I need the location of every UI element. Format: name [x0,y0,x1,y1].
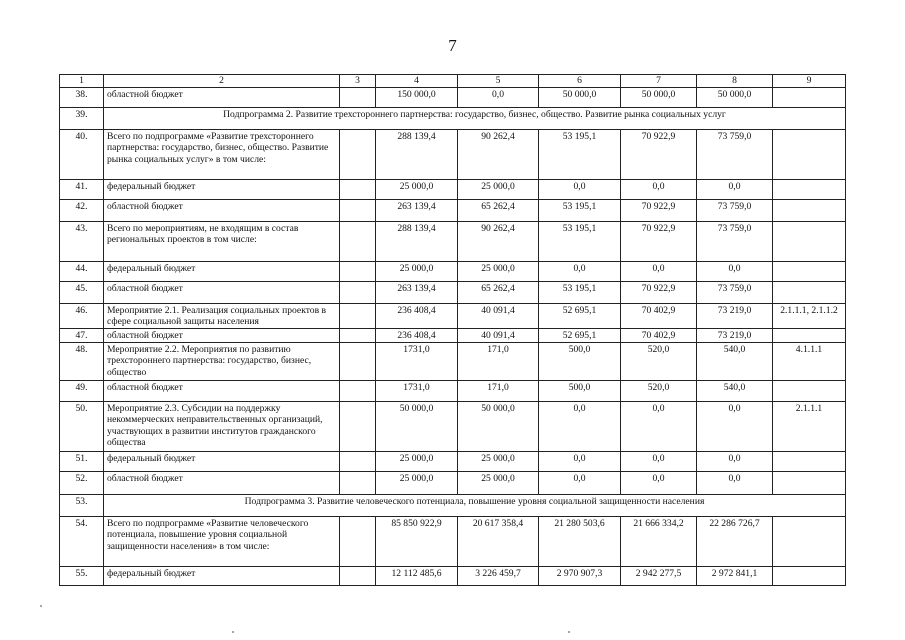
value-year-4: 73 219,0 [697,303,773,328]
table-row [60,401,846,451]
column-number: 8 [697,75,773,88]
value-year-4: 50 000,0 [697,87,773,107]
column-number: 3 [340,75,376,88]
column-3-cell [340,401,376,451]
value-year-2: 0,0 [539,261,621,281]
row-description: федеральный бюджет [104,566,340,585]
column-number: 9 [773,75,846,88]
row-description: федеральный бюджет [104,179,340,199]
row-description: Мероприятие 2.1. Реализация социальных проектов в сфере социальной защиты населения [104,303,340,328]
row-number: 43. [60,221,104,261]
indicator-ref [773,451,846,471]
value-year-4: 0,0 [697,471,773,494]
value-year-2: 53 195,1 [539,199,621,221]
value-year-1: 90 262,4 [458,129,539,179]
value-total: 50 000,0 [376,401,458,451]
value-year-3: 0,0 [621,471,697,494]
value-total: 25 000,0 [376,179,458,199]
subprogram-row [60,107,846,129]
row-description: областной бюджет [104,87,340,107]
value-year-3: 70 402,9 [621,303,697,328]
value-year-1: 25 000,0 [458,471,539,494]
value-year-1: 40 091,4 [458,303,539,328]
column-3-cell [340,281,376,303]
value-year-2: 52 695,1 [539,328,621,342]
column-3-cell [340,342,376,380]
column-3-cell [340,451,376,471]
value-year-4: 540,0 [697,380,773,401]
table-row [60,516,846,566]
value-year-2: 50 000,0 [539,87,621,107]
value-year-4: 22 286 726,7 [697,516,773,566]
value-year-1: 25 000,0 [458,451,539,471]
value-total: 263 139,4 [376,199,458,221]
value-year-1: 40 091,4 [458,328,539,342]
value-year-2: 0,0 [539,451,621,471]
value-total: 85 850 922,9 [376,516,458,566]
value-total: 263 139,4 [376,281,458,303]
scan-speck [40,605,42,607]
table-row [60,451,846,471]
row-number: 47. [60,328,104,342]
column-number: 5 [458,75,539,88]
row-number: 45. [60,281,104,303]
value-year-3: 70 922,9 [621,199,697,221]
row-description: областной бюджет [104,328,340,342]
column-3-cell [340,380,376,401]
row-number: 55. [60,566,104,585]
value-year-3: 0,0 [621,451,697,471]
value-year-2: 0,0 [539,401,621,451]
indicator-ref [773,566,846,585]
value-year-3: 50 000,0 [621,87,697,107]
row-number: 54. [60,516,104,566]
row-number: 51. [60,451,104,471]
row-description: Мероприятие 2.3. Субсидии на поддержку некоммерческих неправительственных организаций, участвующих в развитии институтов гражданского общества [104,401,340,451]
value-total: 25 000,0 [376,261,458,281]
row-description: областной бюджет [104,471,340,494]
row-description: Всего по мероприятиям, не входящим в состав региональных проектов в том числе: [104,221,340,261]
subprogram-title: Подпрограмма 3. Развитие человеческого потенциала, повышение уровня социальной защищенности населения [104,494,846,516]
budget-table [59,74,846,586]
value-year-4: 73 759,0 [697,129,773,179]
table-row [60,328,846,342]
column-3-cell [340,179,376,199]
row-number: 49. [60,380,104,401]
scan-speck [232,631,234,633]
row-description: Всего по подпрограмме «Развитие человеческого потенциала, повышение уровня социальной защищенности населения» в том числе: [104,516,340,566]
value-year-2: 21 280 503,6 [539,516,621,566]
value-total: 1731,0 [376,380,458,401]
column-number: 2 [104,75,340,88]
table-row [60,471,846,494]
row-number: 41. [60,179,104,199]
row-number: 38. [60,87,104,107]
table-row [60,261,846,281]
indicator-ref [773,199,846,221]
row-number: 46. [60,303,104,328]
column-3-cell [340,328,376,342]
table-row [60,281,846,303]
value-year-3: 21 666 334,2 [621,516,697,566]
value-year-3: 520,0 [621,342,697,380]
value-year-4: 73 759,0 [697,199,773,221]
subprogram-row [60,494,846,516]
value-year-4: 540,0 [697,342,773,380]
column-number: 6 [539,75,621,88]
row-description: областной бюджет [104,281,340,303]
table-row [60,303,846,328]
value-year-4: 0,0 [697,179,773,199]
value-year-2: 0,0 [539,471,621,494]
column-3-cell [340,303,376,328]
value-year-4: 2 972 841,1 [697,566,773,585]
row-number: 53. [60,494,104,516]
value-year-1: 50 000,0 [458,401,539,451]
row-description: Мероприятие 2.2. Мероприятия по развитию трехстороннего партнерства: государство, бизнес, общество [104,342,340,380]
indicator-ref [773,516,846,566]
value-year-2: 53 195,1 [539,129,621,179]
value-year-3: 520,0 [621,380,697,401]
value-year-3: 70 922,9 [621,221,697,261]
value-total: 1731,0 [376,342,458,380]
value-year-1: 3 226 459,7 [458,566,539,585]
row-number: 39. [60,107,104,129]
indicator-ref [773,328,846,342]
indicator-ref [773,380,846,401]
column-number: 1 [60,75,104,88]
value-year-1: 65 262,4 [458,199,539,221]
value-year-1: 171,0 [458,342,539,380]
value-year-4: 73 219,0 [697,328,773,342]
column-3-cell [340,129,376,179]
indicator-ref: 2.1.1.1, 2.1.1.2 [773,303,846,328]
table-row [60,199,846,221]
indicator-ref [773,261,846,281]
value-year-2: 2 970 907,3 [539,566,621,585]
value-total: 288 139,4 [376,221,458,261]
value-year-4: 73 759,0 [697,281,773,303]
value-total: 150 000,0 [376,87,458,107]
row-number: 44. [60,261,104,281]
row-description: федеральный бюджет [104,261,340,281]
column-number-row [60,75,846,88]
column-number: 7 [621,75,697,88]
column-3-cell [340,566,376,585]
row-description: областной бюджет [104,199,340,221]
indicator-ref: 2.1.1.1 [773,401,846,451]
value-total: 288 139,4 [376,129,458,179]
value-year-2: 53 195,1 [539,221,621,261]
indicator-ref [773,471,846,494]
row-number: 48. [60,342,104,380]
value-total: 25 000,0 [376,451,458,471]
value-year-3: 70 922,9 [621,281,697,303]
scan-speck [568,631,570,633]
value-year-1: 171,0 [458,380,539,401]
column-3-cell [340,199,376,221]
column-number: 4 [376,75,458,88]
row-number: 40. [60,129,104,179]
indicator-ref: 4.1.1.1 [773,342,846,380]
column-3-cell [340,261,376,281]
value-year-2: 53 195,1 [539,281,621,303]
indicator-ref [773,179,846,199]
value-year-3: 70 922,9 [621,129,697,179]
value-year-2: 500,0 [539,380,621,401]
value-year-1: 90 262,4 [458,221,539,261]
value-year-3: 0,0 [621,261,697,281]
value-total: 236 408,4 [376,328,458,342]
value-year-2: 500,0 [539,342,621,380]
value-total: 12 112 485,6 [376,566,458,585]
value-year-3: 0,0 [621,401,697,451]
row-number: 42. [60,199,104,221]
value-year-1: 25 000,0 [458,179,539,199]
row-number: 52. [60,471,104,494]
value-year-3: 2 942 277,5 [621,566,697,585]
value-year-1: 65 262,4 [458,281,539,303]
indicator-ref [773,87,846,107]
indicator-ref [773,129,846,179]
table-row [60,380,846,401]
table-row [60,179,846,199]
column-3-cell [340,471,376,494]
value-year-2: 52 695,1 [539,303,621,328]
subprogram-title: Подпрограмма 2. Развитие трехстороннего партнерства: государство, бизнес, общество. Развитие рынка социальных услуг [104,107,846,129]
value-year-3: 70 402,9 [621,328,697,342]
column-3-cell [340,87,376,107]
table-row [60,342,846,380]
value-total: 25 000,0 [376,471,458,494]
column-3-cell [340,221,376,261]
row-description: федеральный бюджет [104,451,340,471]
row-description: Всего по подпрограмме «Развитие трехстороннего партнерства: государство, бизнес, общество. Развитие рынка социальных услуг» в том числе: [104,129,340,179]
row-number: 50. [60,401,104,451]
table-row [60,221,846,261]
value-year-2: 0,0 [539,179,621,199]
page-number: 7 [448,36,457,55]
value-year-4: 0,0 [697,451,773,471]
column-3-cell [340,516,376,566]
value-year-1: 0,0 [458,87,539,107]
table-row [60,129,846,179]
value-year-4: 0,0 [697,261,773,281]
value-year-1: 20 617 358,4 [458,516,539,566]
value-year-1: 25 000,0 [458,261,539,281]
value-year-4: 0,0 [697,401,773,451]
value-year-4: 73 759,0 [697,221,773,261]
value-total: 236 408,4 [376,303,458,328]
indicator-ref [773,221,846,261]
row-description: областной бюджет [104,380,340,401]
indicator-ref [773,281,846,303]
table-row [60,87,846,107]
table-row [60,566,846,585]
value-year-3: 0,0 [621,179,697,199]
